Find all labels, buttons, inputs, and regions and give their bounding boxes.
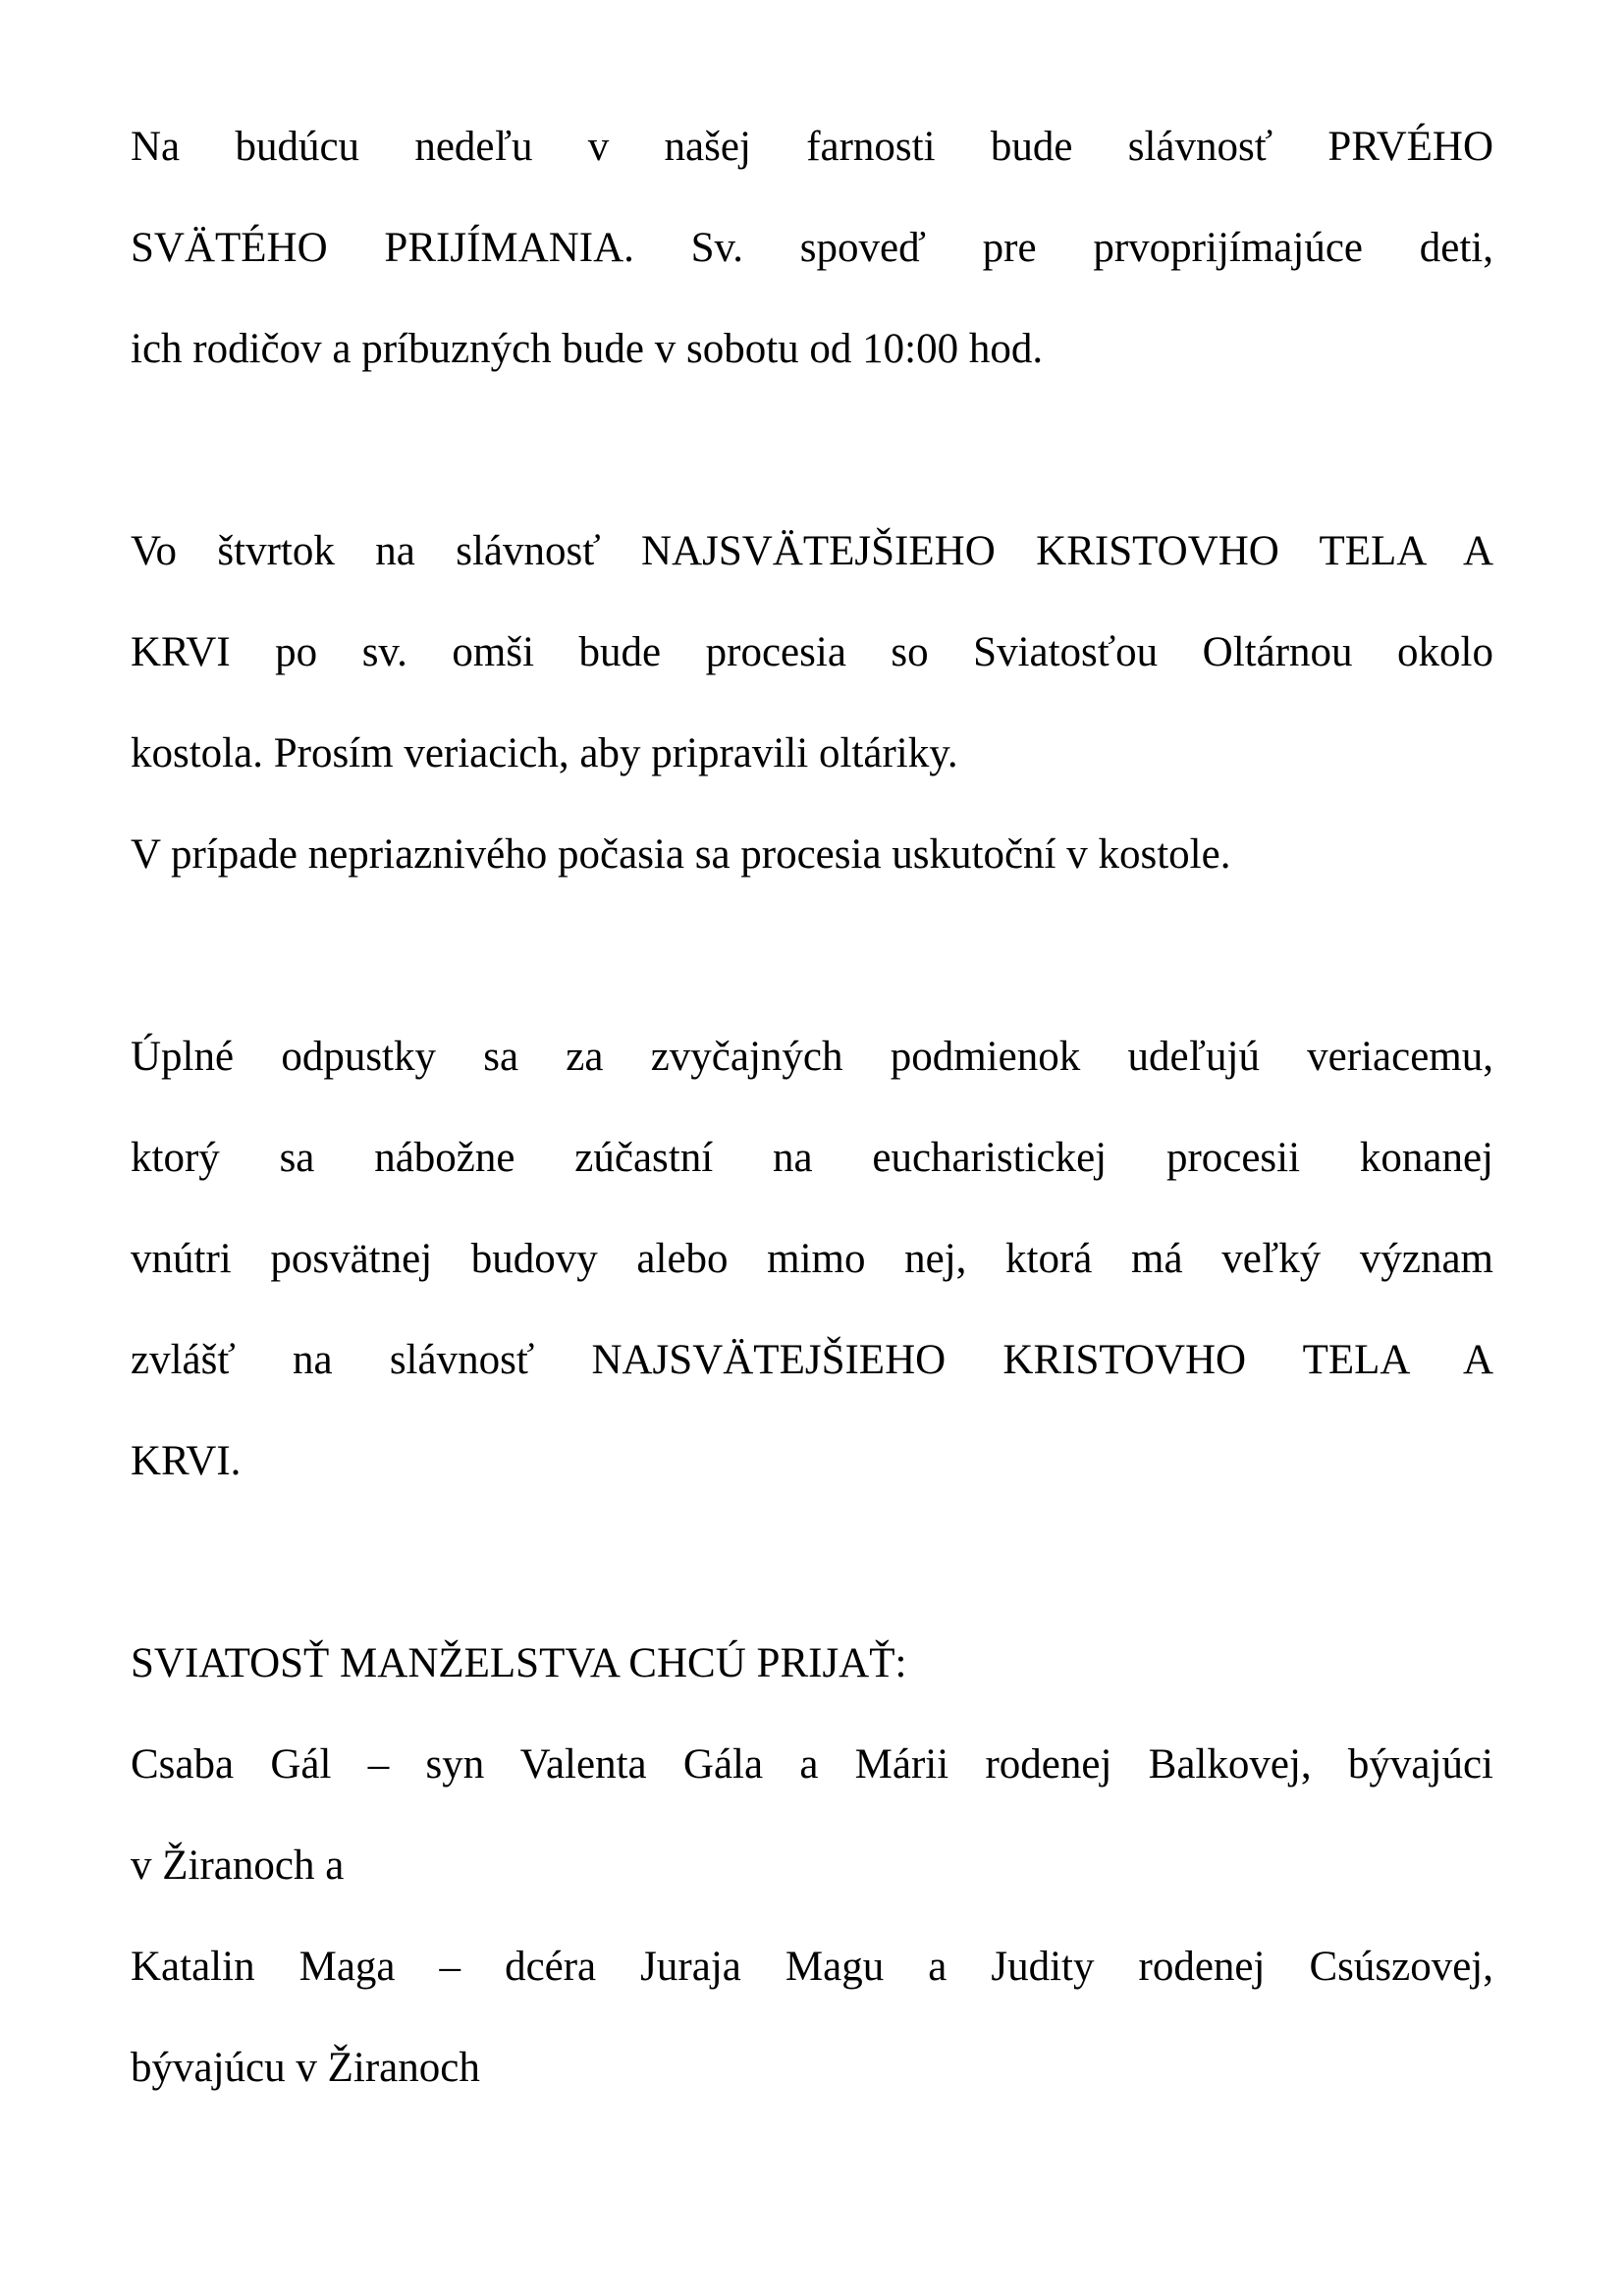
marriage-banns-bride: bývajúcu v Žiranoch — [131, 2045, 480, 2091]
announcement-corpus-christi-procession: kostola. Prosím veriacich, aby pripravili oltáriky. — [131, 730, 958, 776]
announcement-indulgences: ktorý sa nábožne zúčastní na eucharistickej procesii konanej — [131, 1135, 1493, 1181]
announcement-corpus-christi-procession: Vo štvrtok na slávnosť NAJSVÄTEJŠIEHO KRISTOVHO TELA A — [131, 528, 1493, 574]
blank-line — [131, 905, 1493, 1006]
announcement-corpus-christi-procession: KRVI po sv. omši bude procesia so Sviatosťou Oltárnou okolo — [131, 629, 1493, 675]
announcement-indulgences: Úplné odpustky sa za zvyčajných podmienok udeľujú veriacemu, — [131, 1034, 1493, 1080]
announcement-indulgences: zvlášť na slávnosť NAJSVÄTEJŠIEHO KRISTOVHO TELA A — [131, 1337, 1493, 1383]
document-body — [131, 96, 1493, 2118]
announcement-first-communion: Na budúcu nedeľu v našej farnosti bude slávnosť PRVÉHO — [131, 124, 1493, 170]
marriage-banns-heading: SVIATOSŤ MANŽELSTVA CHCÚ PRIJAŤ: — [131, 1640, 907, 1686]
marriage-banns-groom: Csaba Gál – syn Valenta Gála a Márii rodenej Balkovej, bývajúci — [131, 1741, 1493, 1788]
announcement-indulgences: vnútri posvätnej budovy alebo mimo nej, ktorá má veľký význam — [131, 1236, 1493, 1282]
announcement-first-communion: SVÄTÉHO PRIJÍMANIA. Sv. spoveď pre prvoprijímajúce deti, — [131, 225, 1493, 271]
marriage-banns-bride: Katalin Maga – dcéra Juraja Magu a Judity rodenej Csúszovej, — [131, 1944, 1493, 1990]
blank-line — [131, 400, 1493, 501]
announcement-bad-weather-note: V prípade nepriaznivého počasia sa procesia uskutoční v kostole. — [131, 831, 1231, 878]
announcement-indulgences: KRVI. — [131, 1438, 242, 1484]
blank-line — [131, 1512, 1493, 1613]
marriage-banns-groom: v Žiranoch a — [131, 1842, 345, 1889]
announcement-first-communion: ich rodičov a príbuzných bude v sobotu od 10:00 hod. — [131, 326, 1044, 372]
